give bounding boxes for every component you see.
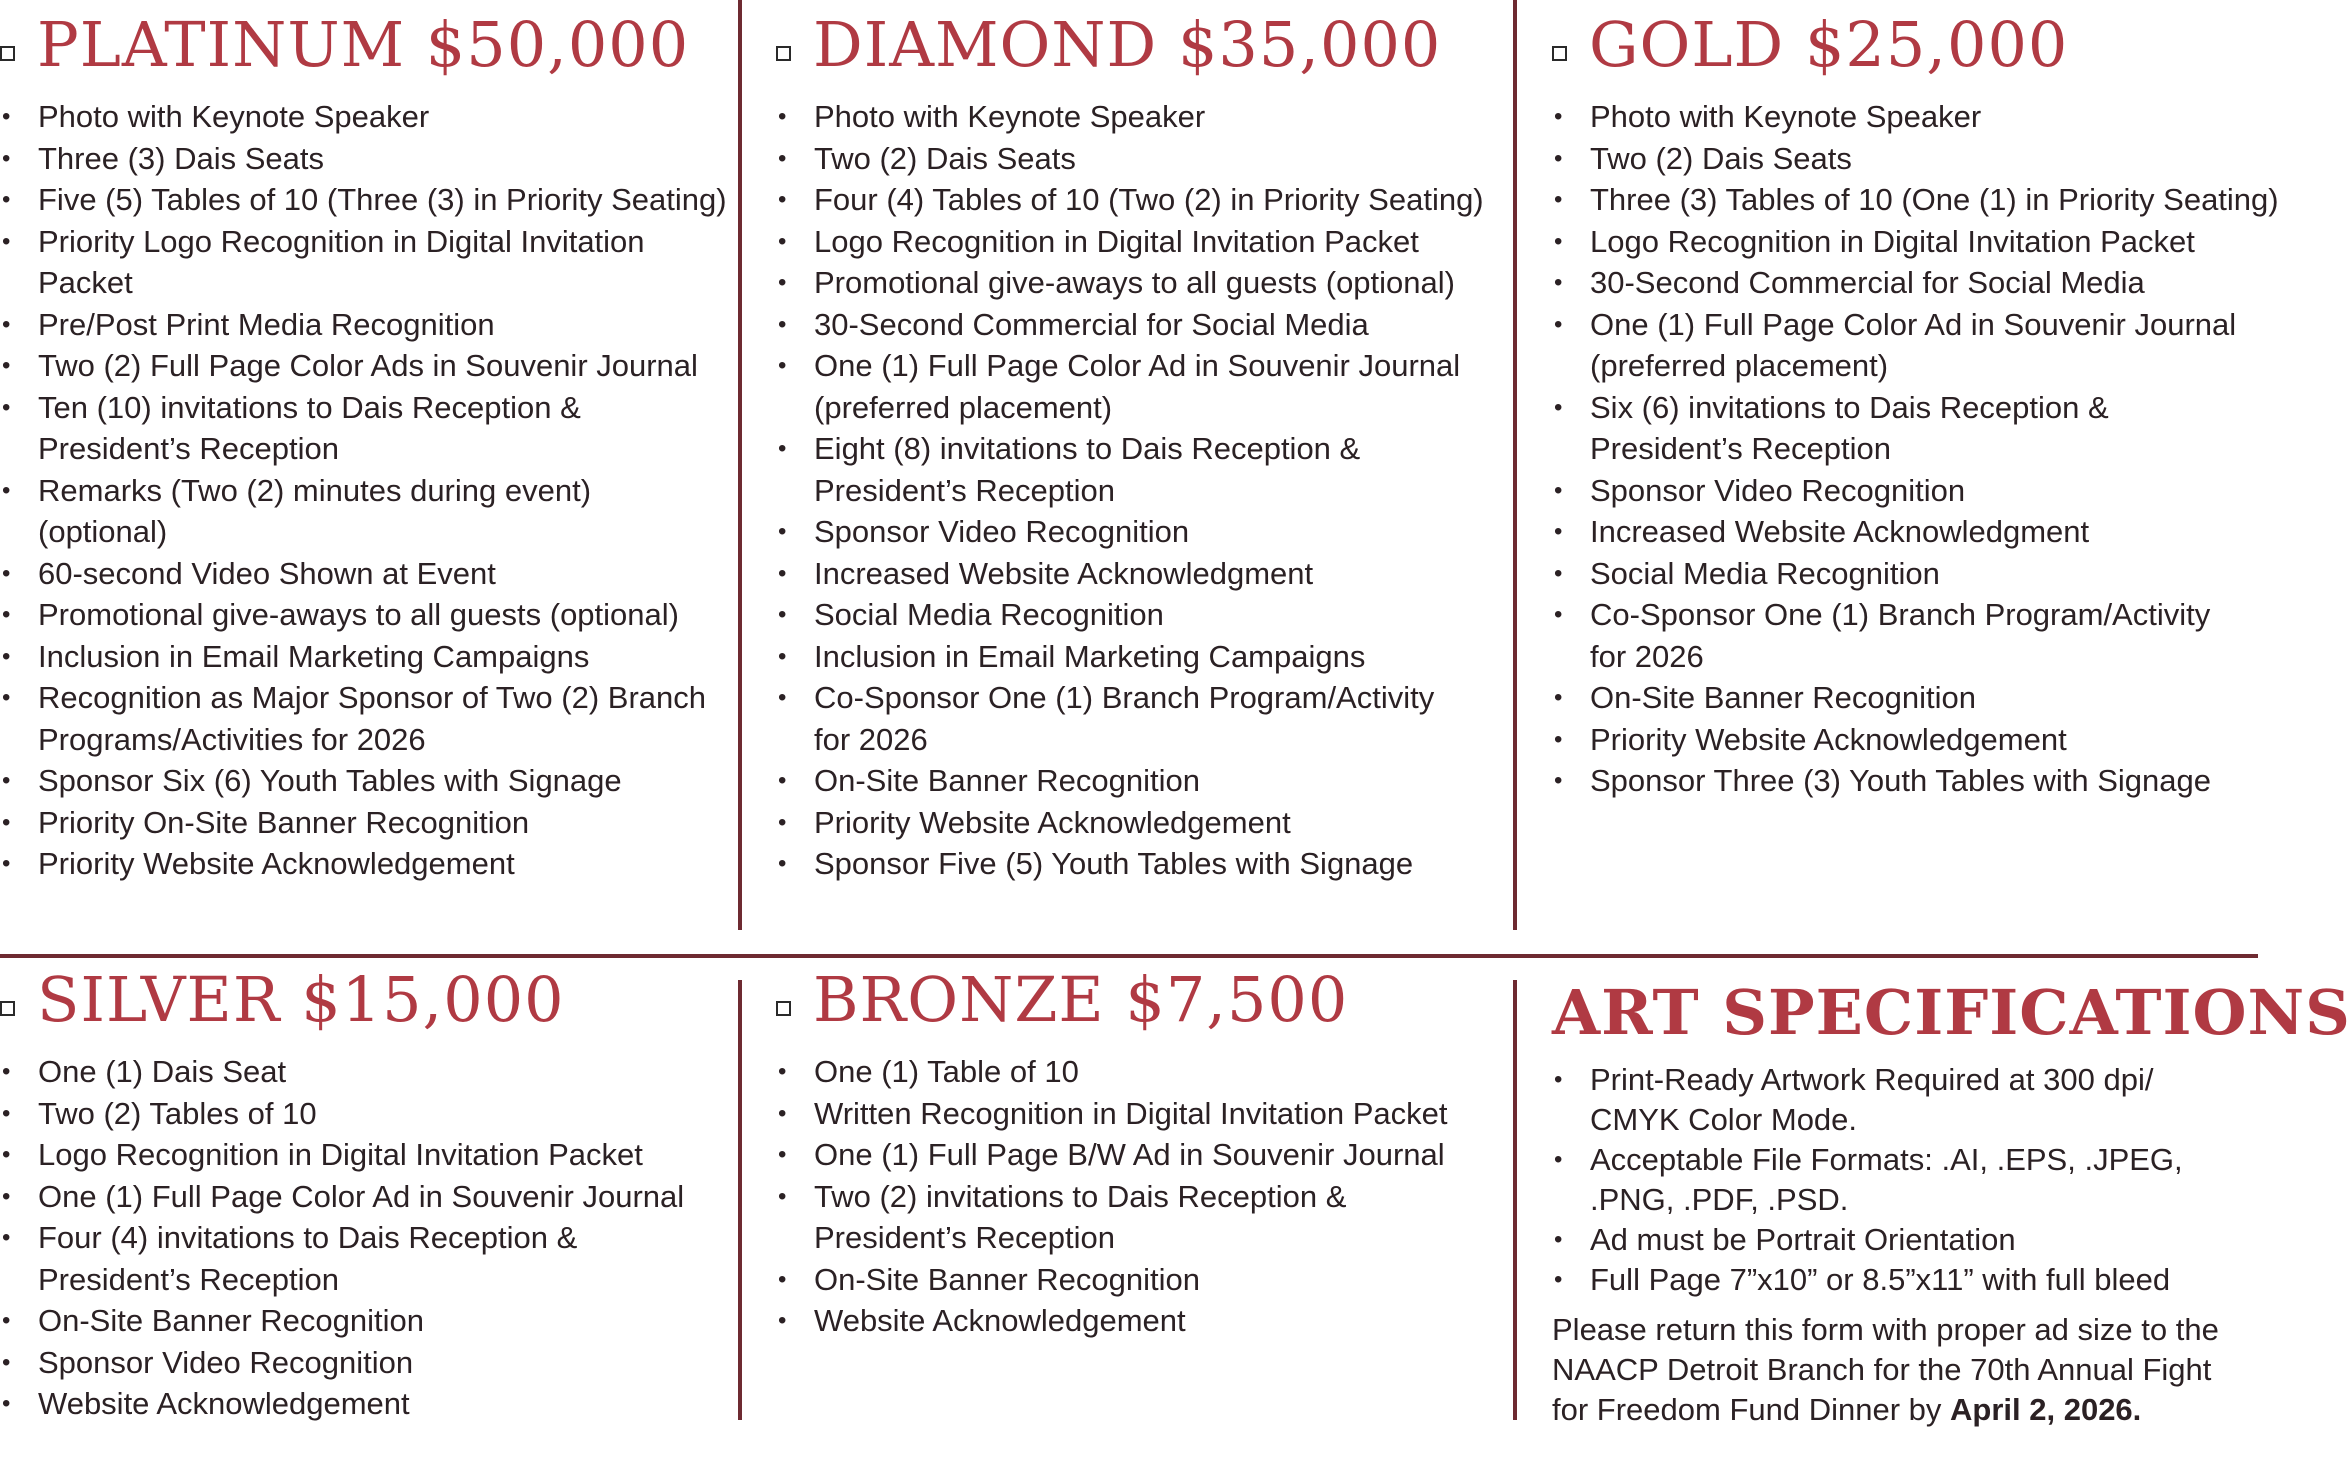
spec-item: • Print-Ready Artwork Required at 300 dpi/ [1552,1060,2264,1100]
tier-title: BRONZE $7,500 [813,963,1349,1036]
benefit-item-continued: Packet [38,265,133,300]
benefit-item: • Three (3) Tables of 10 (One (1) in Priority Seating) [1552,179,2264,221]
return-note-line-final [1552,1390,2264,1430]
benefit-item-continued: for 2026 [814,721,928,757]
benefit-item: • Priority Website Acknowledgement [1552,719,2264,761]
benefit-item: • One (1) Full Page Color Ad in Souvenir Journal [0,1176,735,1218]
platinum-checkbox[interactable] [0,46,15,61]
benefit-item-continued: President’s Reception [38,431,339,466]
benefit-item: • Inclusion in Email Marketing Campaigns [776,636,1511,678]
benefit-item: • On-Site Banner Recognition [776,760,1511,802]
benefit-item: • Two (2) Full Page Color Ads in Souvenir Journal [0,345,735,387]
benefit-item: • Written Recognition in Digital Invitation Packet [776,1093,1511,1135]
benefit-list [0,1051,735,1425]
benefit-item: • Ten (10) invitations to Dais Reception & [0,387,735,429]
benefit-item: • Five (5) Tables of 10 (Three (3) in Priority Seating) [0,179,735,221]
benefit-item: • Four (4) invitations to Dais Reception & [0,1217,735,1259]
silver-checkbox[interactable] [0,1001,15,1016]
spec-list [1552,1060,2264,1300]
benefit-item-continued: (preferred placement) [1590,348,1889,383]
benefit-item: • Photo with Keynote Speaker [1552,96,2264,138]
benefit-item-continued: President’s Reception [1590,431,1891,466]
spec-item: • Acceptable File Formats: .AI, .EPS, .JPEG, [1552,1140,2264,1180]
benefit-list [776,1051,1511,1342]
row-divider [0,954,2258,958]
benefit-item: • Priority Website Acknowledgement [776,802,1511,844]
art-specifications [1552,976,2351,1430]
benefit-item: • Photo with Keynote Speaker [0,96,735,138]
benefit-item: • Sponsor Six (6) Youth Tables with Signage [0,760,735,802]
benefit-item: • Co-Sponsor One (1) Branch Program/Activity [1552,594,2264,636]
benefit-item: • Eight (8) invitations to Dais Reception & [776,428,1511,470]
benefit-item: • Priority On-Site Banner Recognition [0,802,735,844]
tier-platinum [0,8,735,885]
spec-item-continued: CMYK Color Mode. [1590,1102,1858,1137]
benefit-item-continued: (preferred placement) [814,389,1113,425]
benefit-item: • One (1) Full Page Color Ad in Souvenir Journal [776,345,1511,387]
column-divider-3 [738,980,742,1420]
tier-title: GOLD $25,000 [1589,8,2069,81]
benefit-item: • Four (4) Tables of 10 (Two (2) in Priority Seating) [776,179,1511,221]
tier-header [0,8,735,82]
benefit-item-continued: for 2026 [1590,638,1704,674]
benefit-item: • 30-Second Commercial for Social Media [1552,262,2264,304]
benefit-item: • Logo Recognition in Digital Invitation Packet [0,1134,735,1176]
tier-title: SILVER $15,000 [37,963,565,1036]
benefit-item: • Sponsor Video Recognition [0,1342,735,1384]
benefit-item-continued: President’s Reception [38,1261,339,1297]
benefit-list [1552,96,2279,802]
benefit-item-continued: (optional) [38,514,168,549]
tier-header [776,8,1511,82]
benefit-item: • Two (2) Tables of 10 [0,1093,735,1135]
benefit-list [0,96,735,885]
benefit-item: • Two (2) Dais Seats [776,138,1511,180]
benefit-item: • Photo with Keynote Speaker [776,96,1511,138]
benefit-item: • Website Acknowledgement [0,1383,735,1425]
art-specs-title: ART SPECIFICATIONS [1552,976,2351,1049]
benefit-item: • Sponsor Five (5) Youth Tables with Signage [776,843,1511,885]
benefit-item: • 60-second Video Shown at Event [0,553,735,595]
return-note-line: Please return this form with proper ad size to the [1552,1312,2219,1347]
deadline-date: April 2, 2026. [1950,1392,2142,1427]
benefit-item: • One (1) Full Page Color Ad in Souvenir Journal [1552,304,2264,346]
tier-title: PLATINUM $50,000 [37,8,690,81]
tier-header [0,963,735,1037]
benefit-item-continued: President’s Reception [814,1220,1115,1255]
benefit-item-continued: Programs/Activities for 2026 [38,721,426,757]
benefit-item: • Sponsor Video Recognition [776,511,1511,553]
benefit-item: • Increased Website Acknowledgment [1552,511,2264,553]
benefit-item: • Logo Recognition in Digital Invitation Packet [776,221,1511,263]
benefit-item: • Sponsor Three (3) Youth Tables with Signage [1552,760,2264,802]
benefit-item: • Promotional give-aways to all guests (optional) [0,594,735,636]
tier-diamond [776,8,1511,885]
benefit-item: • 30-Second Commercial for Social Media [776,304,1511,346]
column-divider-4 [1513,980,1517,1420]
benefit-item: • On-Site Banner Recognition [0,1300,735,1342]
return-note-text: for Freedom Fund Dinner by [1552,1392,1951,1427]
benefit-item: • Priority Website Acknowledgement [0,843,735,885]
return-instructions [1552,1310,2264,1430]
tier-silver [0,963,735,1425]
benefit-list [776,96,1511,885]
benefit-item: • One (1) Dais Seat [0,1051,735,1093]
benefit-item: • Priority Logo Recognition in Digital Invitation [0,221,735,263]
benefit-item: • Website Acknowledgement [776,1300,1511,1342]
benefit-item: • Remarks (Two (2) minutes during event) [0,470,735,512]
benefit-item: • On-Site Banner Recognition [776,1259,1511,1301]
bronze-checkbox[interactable] [776,1001,791,1016]
benefit-item: • Social Media Recognition [1552,553,2264,595]
benefit-item: • Inclusion in Email Marketing Campaigns [0,636,735,678]
benefit-item: • Co-Sponsor One (1) Branch Program/Activity [776,677,1511,719]
gold-checkbox[interactable] [1552,46,1567,61]
benefit-item: • Six (6) invitations to Dais Reception & [1552,387,2264,429]
benefit-item-continued: President’s Reception [814,472,1115,508]
spec-item: • Full Page 7”x10” or 8.5”x11” with full bleed [1552,1260,2264,1300]
tier-header [1552,8,2264,82]
benefit-item: • Two (2) invitations to Dais Reception & [776,1176,1511,1218]
benefit-item: • Social Media Recognition [776,594,1511,636]
benefit-item: • Logo Recognition in Digital Invitation Packet [1552,221,2264,263]
benefit-item: • One (1) Table of 10 [776,1051,1511,1093]
benefit-item: • Recognition as Major Sponsor of Two (2) Branch [0,677,735,719]
spec-item: • Ad must be Portrait Orientation [1552,1220,2264,1260]
diamond-checkbox[interactable] [776,46,791,61]
benefit-item: • On-Site Banner Recognition [1552,677,2264,719]
benefit-item: • Pre/Post Print Media Recognition [0,304,735,346]
benefit-item: • Promotional give-aways to all guests (optional) [776,262,1511,304]
column-divider-1 [738,0,742,930]
benefit-item: • Two (2) Dais Seats [1552,138,2264,180]
spec-item-continued: .PNG, .PDF, .PSD. [1590,1182,1849,1217]
return-note-line: NAACP Detroit Branch for the 70th Annual Fight [1552,1352,2212,1387]
tier-header [776,963,1511,1037]
benefit-item: • Increased Website Acknowledgment [776,553,1511,595]
benefit-item: • One (1) Full Page B/W Ad in Souvenir Journal [776,1134,1511,1176]
benefit-item: • Sponsor Video Recognition [1552,470,2264,512]
tier-bronze [776,963,1511,1342]
tier-title: DIAMOND $35,000 [813,8,1442,81]
benefit-item: • Three (3) Dais Seats [0,138,735,180]
column-divider-2 [1513,0,1517,930]
tier-gold [1552,8,2279,802]
